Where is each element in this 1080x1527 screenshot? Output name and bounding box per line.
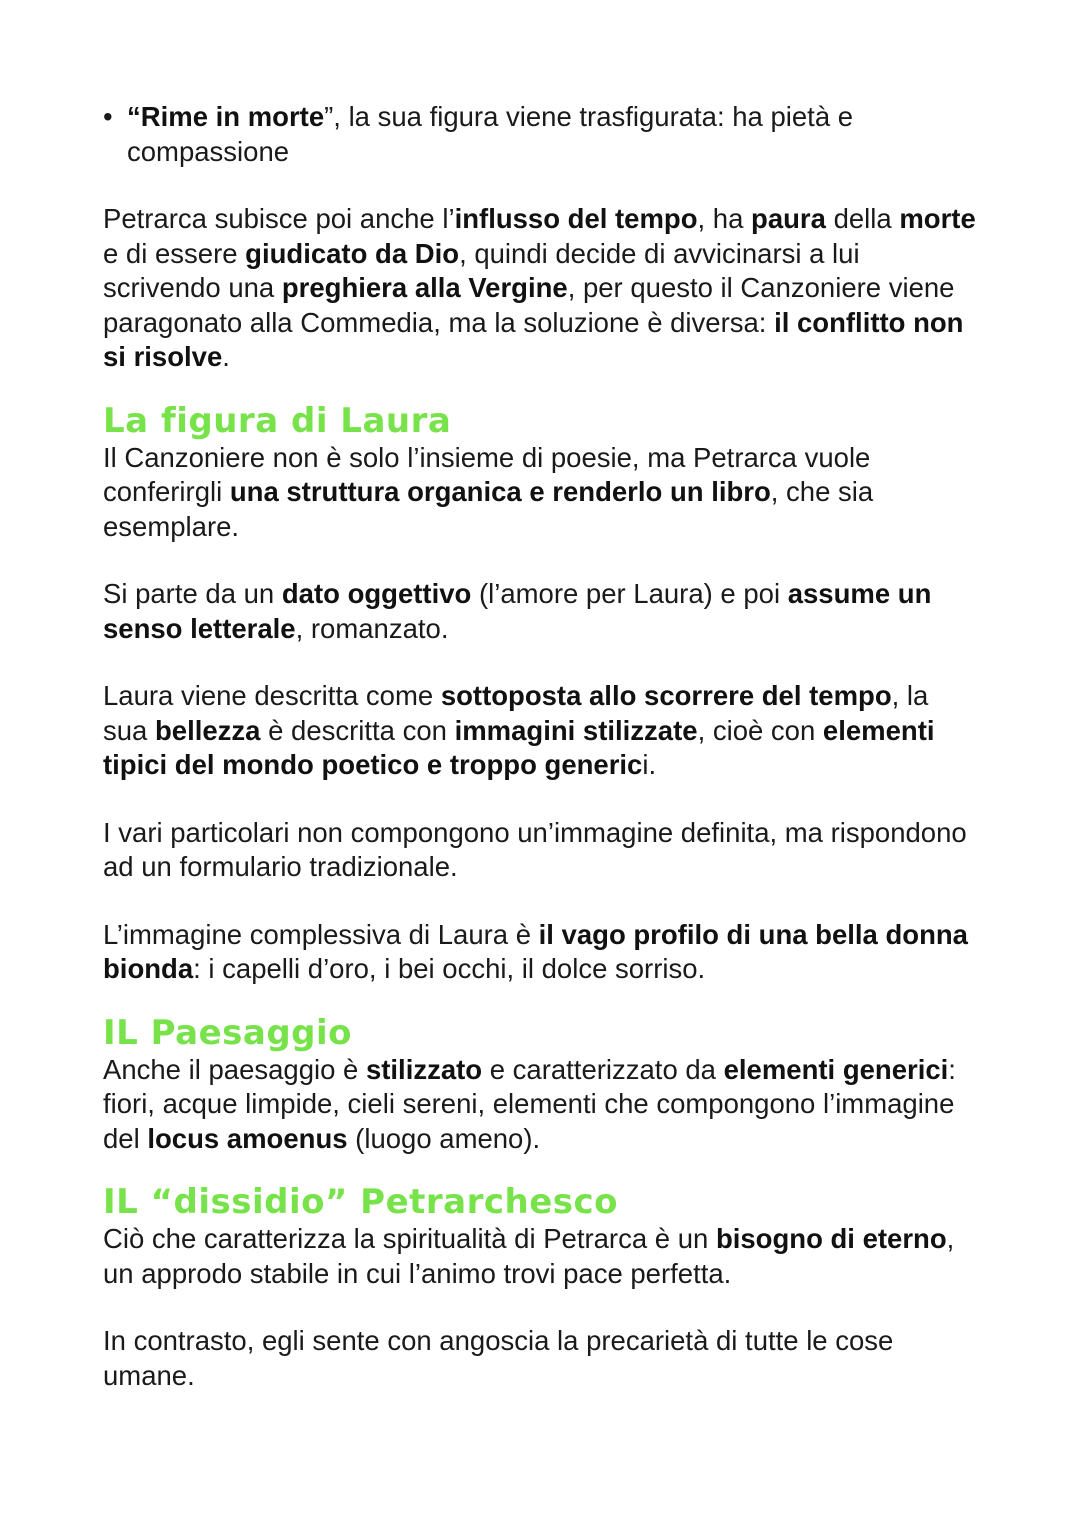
paragraph-laura-descritta: Laura viene descritta come sottoposta allo scorrere del tempo, la sua bellezza è descritta con immagini stilizzate, cioè con elementi tipici del mondo poetico e troppo generici. xyxy=(103,680,935,780)
bullet-text: “Rime in morte”, la sua figura viene trasfigurata: ha pietà e compassione xyxy=(127,101,854,167)
paragraph-influsso-del-tempo: Petrarca subisce poi anche l’influsso del tempo, ha paura della morte e di essere giudicato da Dio, quindi decide di avvicinarsi a lui scrivendo una preghiera alla Vergine, per questo il Canzoniere viene paragonato alla Commedia, ma la soluzione è diversa: il conflitto non si risolve. xyxy=(103,203,976,372)
bullet-icon: • xyxy=(103,101,113,132)
heading-il-paesaggio: IL Paesaggio xyxy=(103,1012,353,1053)
bullet-item-rime-in-morte xyxy=(103,100,980,169)
paragraph-canzoniere-struttura: Il Canzoniere non è solo l’insieme di poesie, ma Petrarca vuole conferirgli una struttura organica e renderlo un libro, che sia esemplare. xyxy=(103,441,874,542)
paragraph-paesaggio: Anche il paesaggio è stilizzato e caratterizzato da elementi generici: fiori, acque limpide, cieli sereni, elementi che compongono l’immagine del locus amoenus (luogo ameno). xyxy=(103,1053,956,1154)
heading-dissidio-petrarchesco: IL “dissidio” Petrarchesco xyxy=(103,1182,619,1222)
paragraph-dato-oggettivo: Si parte da un dato oggettivo (l’amore per Laura) e poi assume un senso letterale, romanzato. xyxy=(103,578,932,644)
paragraph-immagine-complessiva: L’immagine complessiva di Laura è il vago profilo di una bella donna bionda: i capelli d’oro, i bei occhi, il dolce sorriso. xyxy=(103,918,968,984)
heading-la-figura-di-laura: La figura di Laura xyxy=(103,400,452,441)
paragraph-vari-particolari: I vari particolari non compongono un’immagine definita, ma rispondono ad un formulario tradizionale. xyxy=(103,816,967,882)
paragraph-bisogno-di-eterno: Ciò che caratterizza la spiritualità di Petrarca è un bisogno di eterno, un approdo stabile in cui l’animo trovi pace perfetta. xyxy=(103,1223,955,1289)
paragraph-in-contrasto: In contrasto, egli sente con angoscia la precarietà di tutte le cose umane. xyxy=(103,1325,894,1391)
